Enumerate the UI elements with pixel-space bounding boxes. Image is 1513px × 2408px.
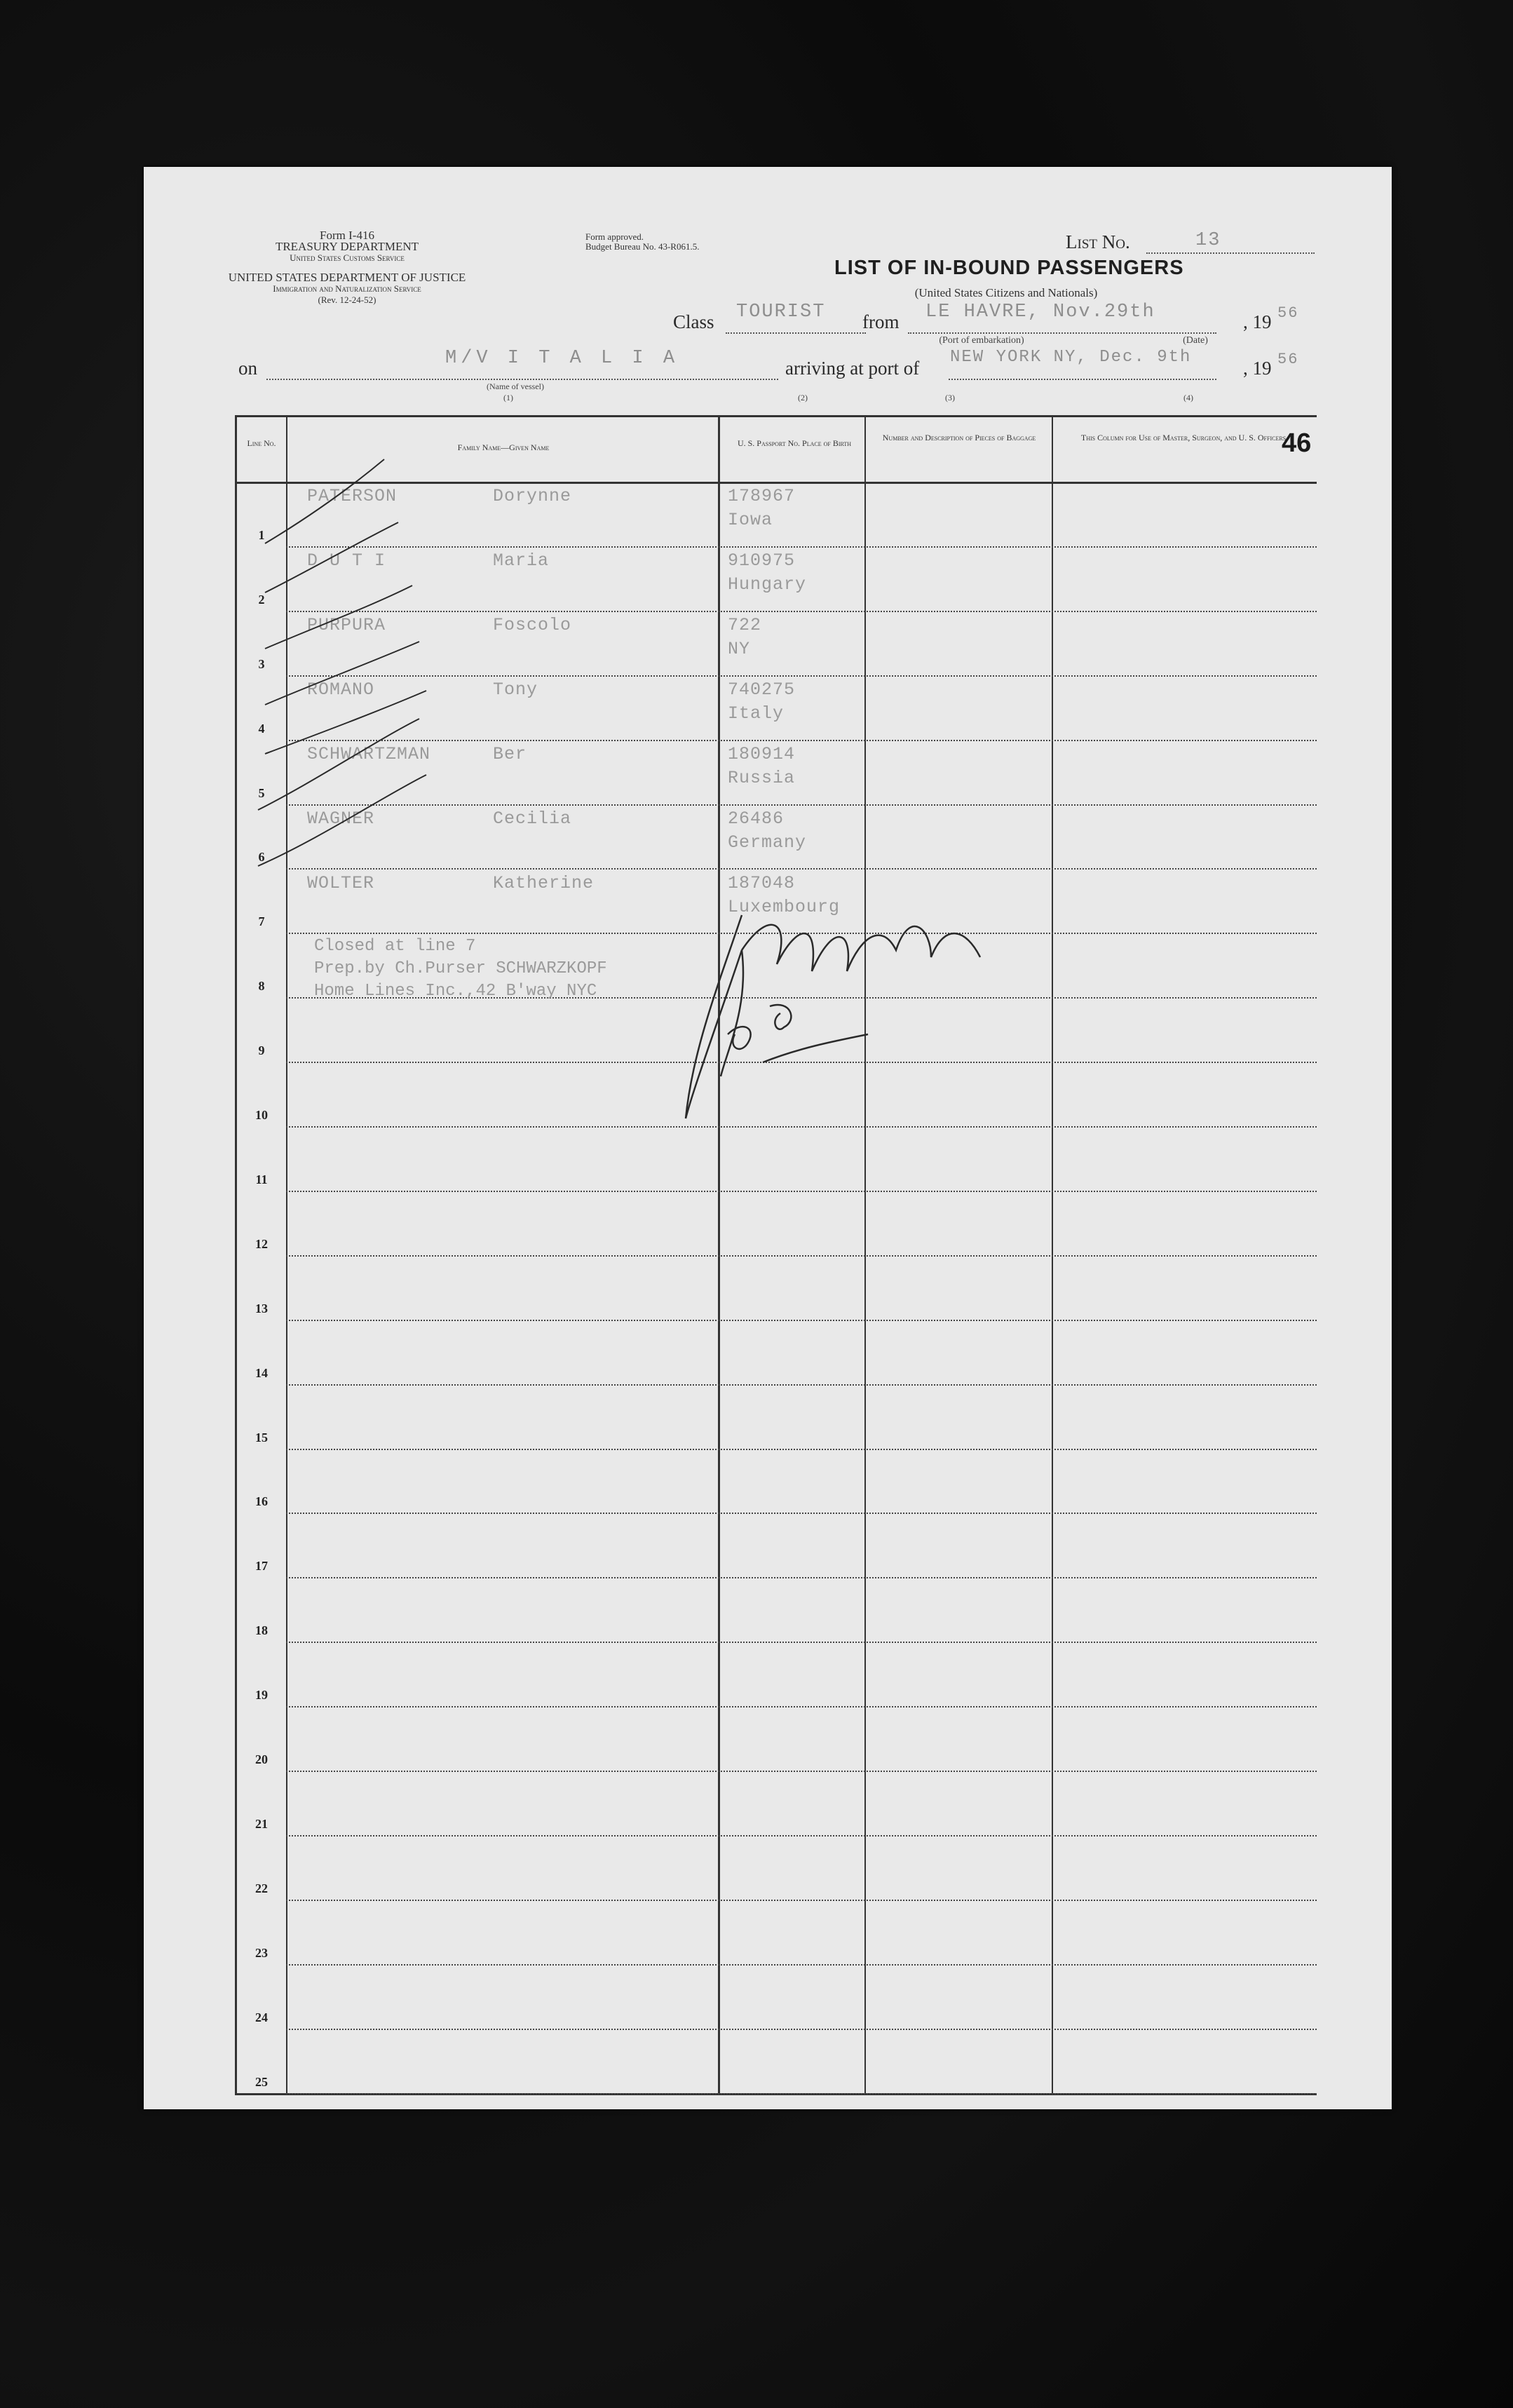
col-num-3: (3) bbox=[945, 393, 955, 403]
line-number: 18 bbox=[255, 1623, 268, 1638]
line-number: 16 bbox=[255, 1494, 268, 1509]
vessel-line bbox=[266, 379, 778, 380]
header-officers: This Column for Use of Master, Surgeon, and U. S. Officers bbox=[1080, 433, 1287, 442]
strike-mark bbox=[265, 691, 426, 754]
family-name: PURPURA bbox=[307, 615, 386, 635]
given-name: Ber bbox=[493, 744, 527, 764]
row-rule bbox=[286, 2029, 1317, 2030]
family-name: WOLTER bbox=[307, 873, 375, 893]
signature bbox=[686, 915, 980, 1118]
line-number: 24 bbox=[255, 2010, 268, 2024]
family-name: WAGNER bbox=[307, 809, 375, 829]
row-rule bbox=[286, 1577, 1317, 1578]
pen-marks bbox=[237, 417, 1317, 1189]
line-number: 9 bbox=[258, 1043, 265, 1058]
line-number: 10 bbox=[255, 1108, 268, 1122]
port-embark-caption: (Port of embarkation) bbox=[939, 335, 1024, 346]
header-passport: U. S. Passport No. Place of Birth bbox=[737, 438, 852, 448]
from-label: from bbox=[862, 311, 900, 332]
form-number: Form I-416 bbox=[320, 229, 374, 242]
passport-number: 178967 bbox=[728, 486, 796, 506]
form-title: LIST OF IN-BOUND PASSENGERS bbox=[834, 257, 1184, 279]
row-rule bbox=[286, 1191, 1317, 1192]
row-rule bbox=[286, 1835, 1317, 1837]
justice-dept: UNITED STATES DEPARTMENT OF JUSTICE bbox=[228, 271, 466, 284]
line-number: 14 bbox=[255, 1365, 268, 1380]
revision: (Rev. 12-24-52) bbox=[318, 295, 376, 305]
family-name: SCHWARTZMAN bbox=[307, 744, 431, 764]
col-num-2: (2) bbox=[798, 393, 808, 403]
class-label: Class bbox=[673, 311, 714, 332]
line-number: 11 bbox=[255, 1172, 268, 1186]
line-number: 3 bbox=[258, 656, 265, 671]
row-rule bbox=[286, 1513, 1317, 1514]
line-number: 7 bbox=[258, 914, 265, 929]
line-number: 2 bbox=[258, 592, 265, 607]
row-rule bbox=[286, 1255, 1317, 1257]
arrival-line bbox=[949, 379, 1216, 380]
class-line bbox=[726, 332, 866, 334]
strike-mark bbox=[265, 586, 412, 649]
line-number: 1 bbox=[258, 527, 265, 542]
place-of-birth: Iowa bbox=[728, 510, 773, 530]
closing-note-3: Home Lines Inc.,42 B'way NYC bbox=[314, 982, 597, 1001]
row-rule bbox=[286, 1706, 1317, 1707]
given-name: Katherine bbox=[493, 873, 595, 893]
family-name: ROMANO bbox=[307, 679, 375, 700]
line-number: 6 bbox=[258, 850, 265, 865]
strike-mark bbox=[265, 642, 419, 705]
on-label: on bbox=[238, 358, 257, 379]
place-of-birth: Luxembourg bbox=[728, 897, 841, 917]
manifest-page bbox=[144, 167, 1392, 2109]
treasury-dept: TREASURY DEPARTMENT bbox=[275, 240, 419, 253]
form-approved: Form approved. bbox=[585, 231, 644, 242]
given-name: Maria bbox=[493, 550, 550, 571]
line-number: 4 bbox=[258, 721, 265, 736]
strike-mark bbox=[258, 719, 419, 810]
budget-bureau: Budget Bureau No. 43-R061.5. bbox=[585, 241, 700, 252]
vessel-caption: (Name of vessel) bbox=[487, 381, 544, 391]
row-rule bbox=[286, 1320, 1317, 1321]
from-value: LE HAVRE, Nov.29th bbox=[925, 302, 1155, 323]
strike-marks bbox=[258, 459, 426, 866]
class-value: TOURIST bbox=[736, 302, 826, 323]
strike-mark bbox=[265, 522, 398, 593]
line-number: 13 bbox=[255, 1301, 268, 1315]
line-number: 25 bbox=[255, 2074, 268, 2089]
place-of-birth: Italy bbox=[728, 703, 785, 724]
family-name: PATERSON bbox=[307, 486, 398, 506]
passport-number: 26486 bbox=[728, 809, 785, 829]
header-name: Family Name—Given Name bbox=[457, 442, 550, 452]
line-number: 8 bbox=[258, 979, 265, 994]
from-line bbox=[908, 332, 1216, 334]
year-prefix-1: , 19 bbox=[1243, 311, 1272, 332]
page-number: 46 bbox=[1282, 428, 1312, 458]
line-number: 19 bbox=[255, 1688, 268, 1703]
list-no-value: 13 bbox=[1195, 230, 1221, 251]
place-of-birth: Germany bbox=[728, 832, 807, 853]
line-number: 21 bbox=[255, 1816, 268, 1831]
place-of-birth: Russia bbox=[728, 768, 796, 788]
row-rule bbox=[286, 1384, 1317, 1386]
passport-number: 187048 bbox=[728, 873, 796, 893]
col-num-4: (4) bbox=[1183, 393, 1193, 403]
header-baggage: Number and Description of Pieces of Baggage bbox=[882, 433, 1036, 442]
passport-number: 180914 bbox=[728, 744, 796, 764]
date-caption: (Date) bbox=[1183, 335, 1208, 346]
arrival-port: NEW YORK NY, Dec. 9th bbox=[950, 348, 1192, 367]
passenger-table bbox=[235, 415, 1317, 2095]
closing-note-1: Closed at line 7 bbox=[314, 937, 476, 956]
ins-service: Immigration and Naturalization Service bbox=[273, 283, 421, 294]
line-number: 22 bbox=[255, 1881, 268, 1895]
arriving-label: arriving at port of bbox=[785, 358, 920, 379]
year-value-2: 56 bbox=[1277, 351, 1299, 368]
line-number: 20 bbox=[255, 1752, 268, 1766]
row-rule bbox=[286, 1449, 1317, 1450]
year-value-1: 56 bbox=[1277, 304, 1299, 322]
header-line-no: Line No. bbox=[247, 438, 276, 448]
passport-number: 910975 bbox=[728, 550, 796, 571]
given-name: Tony bbox=[493, 679, 538, 700]
given-name: Cecilia bbox=[493, 809, 572, 829]
place-of-birth: Hungary bbox=[728, 574, 807, 595]
strike-mark bbox=[265, 459, 384, 543]
given-name: Foscolo bbox=[493, 615, 572, 635]
list-no-line bbox=[1146, 252, 1315, 254]
list-no-label: List No. bbox=[1066, 231, 1130, 252]
line-number: 17 bbox=[255, 1559, 268, 1574]
place-of-birth: NY bbox=[728, 639, 751, 659]
vessel-name: M/V I T A L I A bbox=[445, 348, 679, 369]
closing-note-2: Prep.by Ch.Purser SCHWARZKOPF bbox=[314, 959, 607, 978]
passport-number: 722 bbox=[728, 615, 762, 635]
family-name: D U T I bbox=[307, 550, 386, 571]
col-num-1: (1) bbox=[503, 393, 513, 403]
line-number: 15 bbox=[255, 1430, 268, 1445]
line-number: 12 bbox=[255, 1236, 268, 1251]
row-rule bbox=[286, 1964, 1317, 1966]
form-subtitle: (United States Citizens and Nationals) bbox=[914, 286, 1098, 299]
row-rule bbox=[286, 2093, 1317, 2095]
year-prefix-2: , 19 bbox=[1243, 358, 1272, 379]
line-number: 5 bbox=[258, 785, 265, 800]
given-name: Dorynne bbox=[493, 486, 572, 506]
row-rule bbox=[286, 1900, 1317, 1901]
passport-number: 740275 bbox=[728, 679, 796, 700]
line-number: 23 bbox=[255, 1945, 268, 1960]
strike-mark bbox=[258, 775, 426, 866]
row-rule bbox=[286, 1771, 1317, 1772]
row-rule bbox=[286, 1642, 1317, 1643]
customs-service: United States Customs Service bbox=[290, 252, 405, 263]
